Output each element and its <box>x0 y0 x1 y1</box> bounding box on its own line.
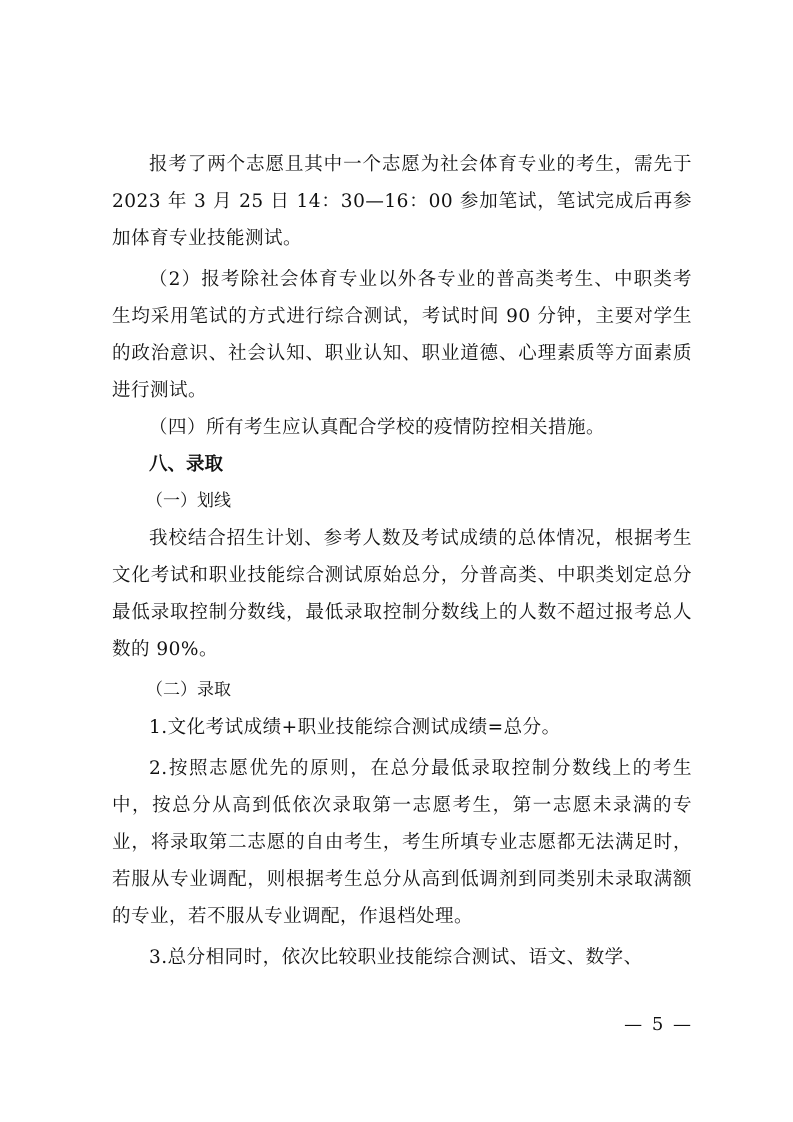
paragraph-cutoff-rules: 我校结合招生计划、参考人数及考试成绩的总体情况，根据考生文化考试和职业技能综合测试原始总分，分普高类、中职类划定总分最低录取控制分数线，最低录取控制分数线上的人数不超过报考总人数的 90%。 <box>112 528 692 660</box>
paragraph-written-test: （2）报考除社会体育专业以外各专业的普高类考生、中职类考生均采用笔试的方式进行综合测试，考试时间 90 分钟，主要对学生的政治意识、社会认知、职业认知、职业道德、心理素质等方面素质进行测试。 <box>112 269 692 401</box>
subheading-admission: （二）录取 <box>146 680 231 700</box>
subheading-cutoff-line: （一）划线 <box>146 491 231 511</box>
paragraph-sports-exam-note: 报考了两个志愿且其中一个志愿为社会体育专业的考生，需先于 2023 年 3 月 25 日 14：30—16：00 参加笔试，笔试完成后再参加体育专业技能测试。 <box>112 154 692 249</box>
page-number: — 5 — <box>624 1014 693 1035</box>
paragraph-tie-break: 3.总分相同时，依次比较职业技能综合测试、语文、数学、 <box>149 947 643 968</box>
paragraph-epidemic-measures: （四）所有考生应认真配合学校的疫情防控相关措施。 <box>149 417 606 438</box>
paragraph-total-score: 1.文化考试成绩+职业技能综合测试成绩=总分。 <box>149 717 561 738</box>
section-heading-admission: 八、录取 <box>149 454 224 475</box>
paragraph-priority-principle: 2.按照志愿优先的原则，在总分最低录取控制分数线上的考生中，按总分从高到低依次录取第一志愿考生，第一志愿未录满的专业，将录取第二志愿的自由考生，考生所填专业志愿都无法满足时，若服从专业调配，则根据考生总分从高到低调剂到同类别未录取满额的专业，若不服从专业调配，作退档处理。 <box>112 758 692 927</box>
document-body <box>112 146 692 976</box>
